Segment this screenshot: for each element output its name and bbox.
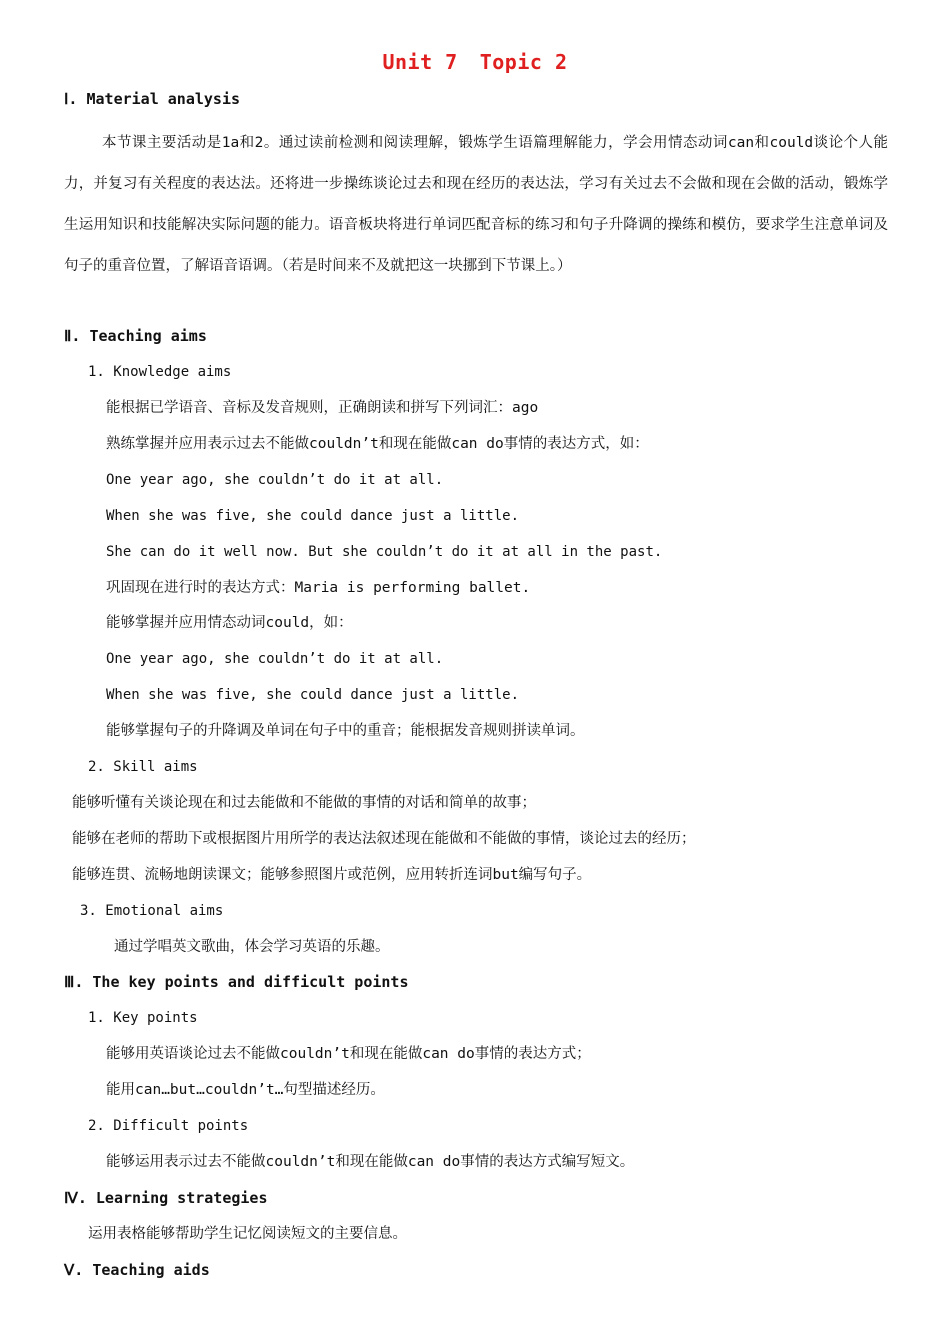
page-title	[0, 50, 950, 74]
key-points-heading: 1. Key points	[88, 1010, 198, 1026]
knowledge-line: 能根据已学语音、音标及发音规则，正确朗读和拼写下列词汇：ago	[106, 400, 539, 416]
emotional-aims-heading: 3. Emotional aims	[80, 903, 224, 919]
section-2-heading: Ⅱ. Teaching aims	[64, 327, 207, 345]
material-analysis-paragraph: 本节课主要活动是1a和2。通过读前检测和阅读理解，锻炼学生语篇理解能力，学会用情态动词can和could谈论个人能力，并复习有关程度的表达法。还将进一步操练谈论过去和现在经历的表达法，学习有关过去不会做和现在会做的活动，锻炼学生运用知识和技能解决实际问题的能力。语音板块将进行单词匹配音标的练习和句子升降调的操练和模仿，要求学生注意单词及句子的重音位置，了解语音语调。（若是时间来不及就把这一块挪到下节课上。）	[64, 135, 888, 274]
knowledge-line: 能够掌握并应用情态动词could，如：	[106, 615, 353, 631]
learning-strategies-line: 运用表格能够帮助学生记忆阅读短文的主要信息。	[88, 1226, 407, 1242]
skill-line: 能够听懂有关谈论现在和过去能做和不能做的事情的对话和简单的故事；	[72, 795, 536, 811]
knowledge-line: 巩固现在进行时的表达方式：Maria is performing ballet.	[106, 580, 531, 596]
section-5-heading: Ⅴ. Teaching aids	[64, 1261, 210, 1279]
section-4-heading: Ⅳ. Learning strategies	[64, 1189, 268, 1207]
section-1-heading: Ⅰ. Material analysis	[64, 90, 241, 108]
difficult-point-line: 能够运用表示过去不能做couldn’t和现在能做can do事情的表达方式编写短文。	[106, 1154, 635, 1170]
knowledge-aims-heading: 1. Knowledge aims	[88, 364, 232, 380]
knowledge-example: One year ago, she couldn’t do it at all.	[106, 651, 444, 667]
section-3-heading: Ⅲ. The key points and difficult points	[64, 973, 409, 991]
knowledge-line: 熟练掌握并应用表示过去不能做couldn’t和现在能做can do事情的表达方式，如：	[106, 436, 649, 452]
knowledge-example: She can do it well now. But she couldn’t do it at all in the past.	[106, 544, 663, 560]
key-point-line: 能用can…but…couldn’t…句型描述经历。	[106, 1082, 385, 1098]
skill-line: 能够连贯、流畅地朗读课文；能够参照图片或范例，应用转折连词but编写句子。	[72, 867, 592, 883]
knowledge-line: 能够掌握句子的升降调及单词在句子中的重音；能根据发音规则拼读单词。	[106, 723, 585, 739]
skill-line: 能够在老师的帮助下或根据图片用所学的表达法叙述现在能做和不能做的事情，谈论过去的经历；	[72, 831, 696, 847]
key-point-line: 能够用英语谈论过去不能做couldn’t和现在能做can do事情的表达方式；	[106, 1046, 591, 1062]
knowledge-example: One year ago, she couldn’t do it at all.	[106, 472, 444, 488]
title-topic: Topic 2	[479, 50, 568, 74]
knowledge-example: When she was five, she could dance just a little.	[106, 687, 520, 703]
difficult-points-heading: 2. Difficult points	[88, 1118, 249, 1134]
skill-aims-heading: 2. Skill aims	[88, 759, 198, 775]
knowledge-example: When she was five, she could dance just a little.	[106, 508, 520, 524]
emotional-line: 通过学唱英文歌曲，体会学习英语的乐趣。	[114, 939, 390, 955]
title-unit: Unit 7	[382, 50, 458, 74]
